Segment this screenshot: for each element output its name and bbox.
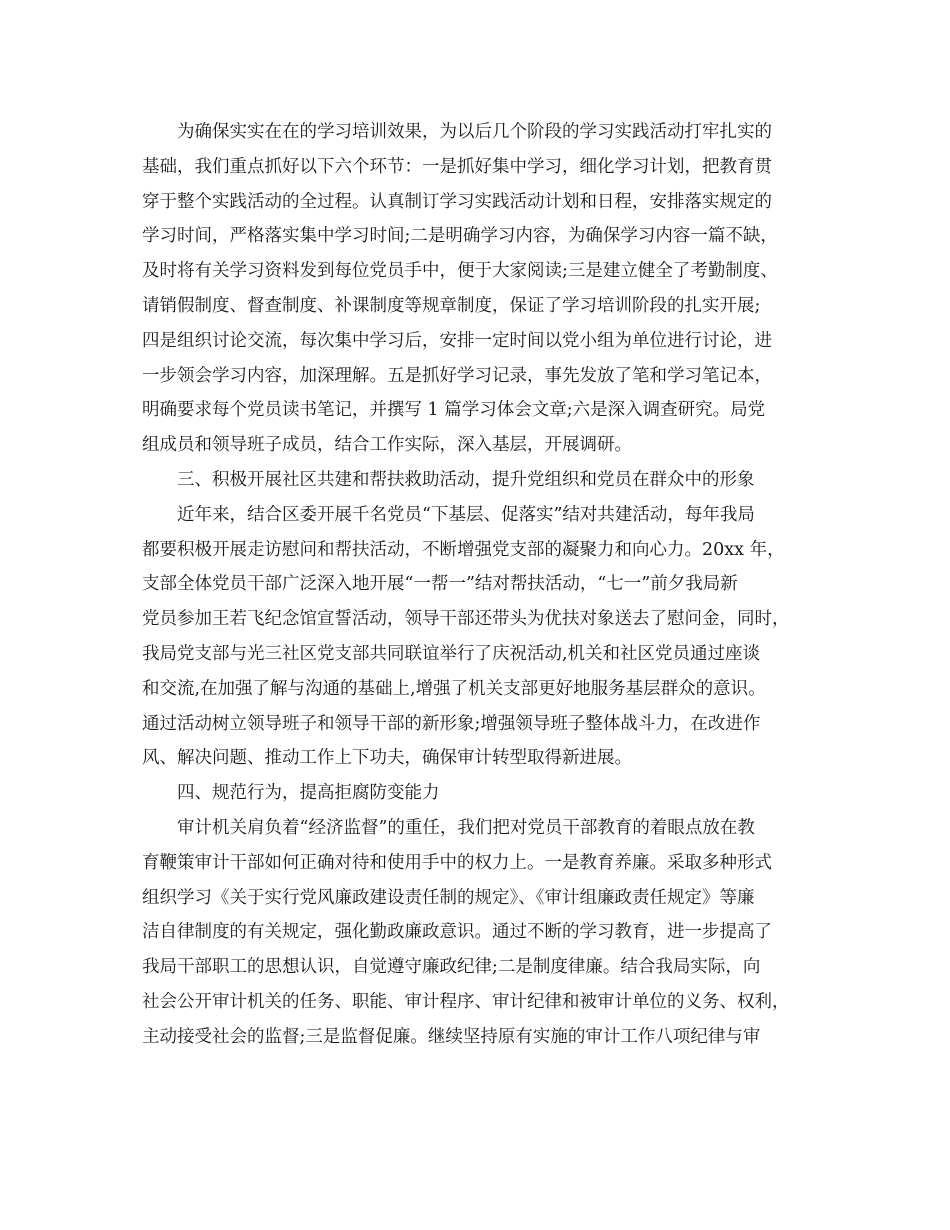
text-line: 学习时间，严格落实集中学习时间;二是明确学习内容，为确保学习内容一篇不缺， [142,226,778,247]
text-line: 近年来，结合区委开展千名党员“下基层、促落实”结对共建活动，每年我局 [177,504,755,525]
text-line: 组成员和领导班子成员，结合工作实际，深入基层，开展调研。 [142,435,632,456]
text-line: 三、积极开展社区共建和帮扶救助活动，提升党组织和党员在群众中的形象 [177,469,755,490]
text-line: 支部全体党员干部广泛深入地开展“一帮一”结对帮扶活动，“七一”前夕我局新 [142,574,738,595]
text-line: 都要积极开展走访慰问和帮扶活动，不断增强党支部的凝聚力和向心力。20xx 年， [142,539,785,560]
text-line: 主动接受社会的监督;三是监督促廉。继续坚持原有实施的审计工作八项纪律与审 [142,1026,761,1047]
text-line: 为确保实实在在的学习培训效果，为以后几个阶段的学习实践活动打牢扎实的 [177,122,772,142]
text-line: 和交流,在加强了解与沟通的基础上,增强了机关支部更好地服务基层群众的意识。 [142,678,766,699]
text-line: 明确要求每个党员读书笔记，并撰写 1 篇学习体会文章;六是深入调查研究。局党 [142,400,766,421]
text-line: 育鞭策审计干部如何正确对待和使用手中的权力上。一是教育养廉。采取多种形式 [142,852,772,873]
text-line: 及时将有关学习资料发到每位党员手中，便于大家阅读;三是建立健全了考勤制度、 [142,261,778,282]
text-line: 通过活动树立领导班子和领导干部的新形象;增强领导班子整体战斗力，在改进作 [142,713,761,734]
text-line: 洁自律制度的有关规定，强化勤政廉政意识。通过不断的学习教育，进一步提高了 [142,922,772,943]
text-line: 我局干部职工的思想认识，自觉遵守廉政纪律;二是制度律廉。结合我局实际，向 [142,957,761,978]
text-line: 社会公开审计机关的任务、职能、审计程序、审计纪律和被审计单位的义务、权利， [142,991,790,1012]
document-body [142,115,802,1055]
text-line: 风、解决问题、推动工作上下功夫，确保审计转型取得新进展。 [142,748,632,769]
text-line: 请销假制度、督查制度、补课制度等规章制度，保证了学习培训阶段的扎实开展; [142,295,761,316]
text-line: 四是组织讨论交流，每次集中学习后，安排一定时间以党小组为单位进行讨论，进 [142,330,772,351]
text-line: 一步领会学习内容，加深理解。五是抓好学习记录，事先发放了笔和学习笔记本， [142,365,772,386]
text-line: 组织学习《关于实行党风廉政建设责任制的规定》、《审计组廉政责任规定》等廉 [142,887,755,908]
text-line: 审计机关肩负着“经济监督”的重任，我们把对党员干部教育的着眼点放在教 [177,817,755,838]
text-line: 我局党支部与光三社区党支部共同联谊举行了庆祝活动,机关和社区党员通过座谈 [142,643,761,664]
text-line: 穿于整个实践活动的全过程。认真制订学习实践活动计划和日程，安排落实规定的 [142,191,772,212]
text-line: 党员参加王若飞纪念馆宣誓活动，领导干部还带头为优扶对象送去了慰问金，同时， [142,609,790,630]
text-line: 基础，我们重点抓好以下六个环节：一是抓好集中学习，细化学习计划，把教育贯 [142,156,772,177]
text-line: 四、规范行为，提高拒腐防变能力 [177,783,440,804]
